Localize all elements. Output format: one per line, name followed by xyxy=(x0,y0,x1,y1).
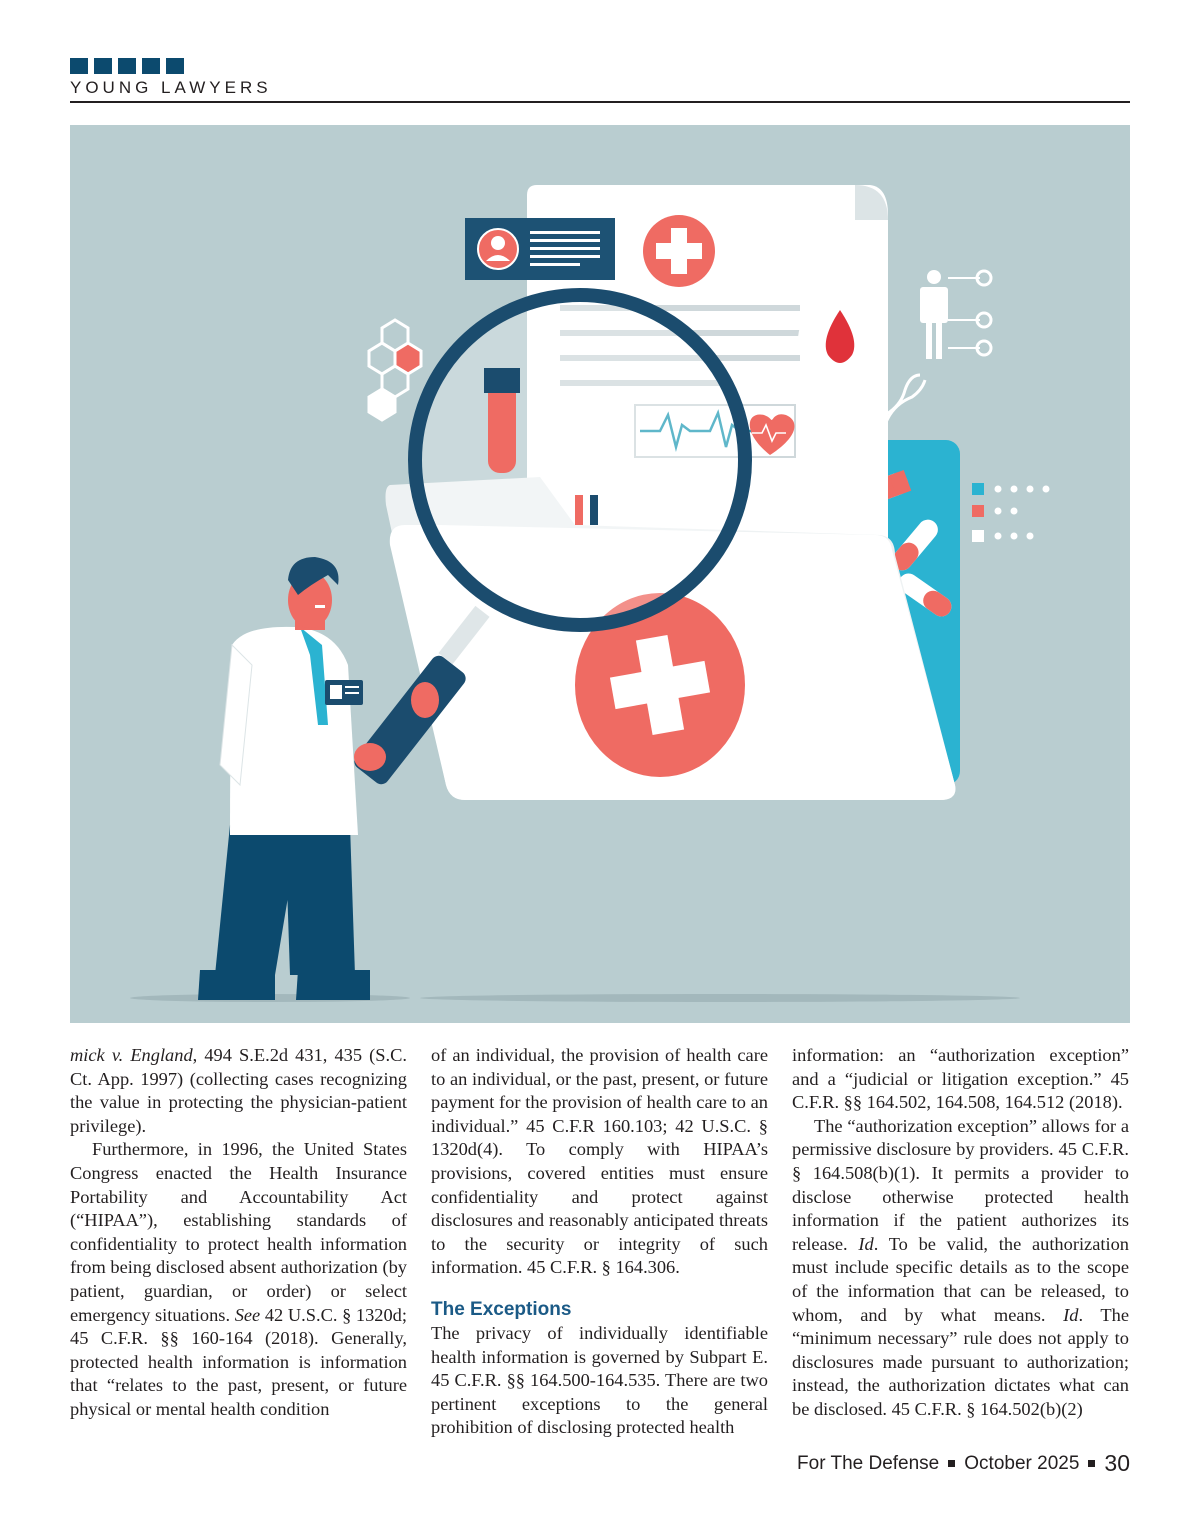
text-column-1 xyxy=(70,1044,407,1422)
text-column-2 xyxy=(431,1044,768,1440)
header-rule xyxy=(70,101,1130,103)
separator-square xyxy=(1088,1460,1095,1467)
publication-name: For The Defense xyxy=(797,1452,940,1474)
paragraph: Furthermore, in 1996, the United States Congress enacted the Health Insurance Portability and Accountability Act (“HIPAA”), establishing standards of confidentiality to protect health information from being disclosed absent authorization (by patient, guardian, or order) or select emergency situations. See 42 U.S.C. § 1320d; 45 C.F.R. §§ 160-164 (2018). Generally, protected health information is information that “relates to the past, present, or future physical or mental health condition xyxy=(70,1139,407,1419)
blood-drop-icon xyxy=(798,298,882,382)
paragraph: mick v. England, 494 S.E.2d 431, 435 (S.C. Ct. App. 1997) (collecting cases recognizing the value in protecting the physician-patient privilege). xyxy=(70,1045,407,1136)
page-number: 30 xyxy=(1104,1450,1130,1476)
paragraph: The “authorization exception” allows for a permissive disclosure by providers. 45 C.F.R. § 164.508(b)(1). It permits a provider to disclose otherwise protected health information if the patient authorizes its release. Id. To be valid, the authorization must include specific details as to the scope of the information that can be released, to whom, and by what means. Id. The “minimum necessary” rule does not apply to disclosures made pursuant to authorization; instead, the authorization dictates what can be disclosed. 45 C.F.R. § 164.502(b)(2) xyxy=(792,1115,1129,1419)
paragraph: information: an “authorization exception” and a “judicial or litigation exception.” 45 C.F.R. §§ 164.502, 164.508, 164.512 (2018). xyxy=(792,1045,1129,1113)
section-subheading: The Exceptions xyxy=(431,1298,572,1320)
issue-date: October 2025 xyxy=(964,1452,1080,1474)
page-header xyxy=(70,58,1130,103)
hero-illustration xyxy=(70,125,1130,1023)
text-column-3 xyxy=(792,1044,1129,1422)
medical-cross-icon xyxy=(643,215,715,287)
patient-id-card xyxy=(465,218,615,280)
page-footer xyxy=(797,1450,1130,1477)
paragraph: The privacy of individually identifiable health information is governed by Subpart E. 45 C.F.R. §§ 164.500-164.535. There are two pertinent exceptions to the general prohibition of disclosing protected health xyxy=(431,1322,768,1438)
floor-shadow xyxy=(420,994,1020,1002)
separator-square xyxy=(948,1460,955,1467)
paragraph: of an individual, the provision of health care to an individual, or the past, present, or future payment for the provision of health care to an individual.” 45 C.F.R 160.103; 42 U.S.C. § 1320d(4). To comply with HIPAA’s provisions, covered entities must ensure confidentiality and protect against disclosures and reasonably anticipated threats to the security or integrity of such information. 45 C.F.R. § 164.306. xyxy=(431,1045,768,1278)
case-name: mick v. England xyxy=(70,1045,193,1065)
header-squares-decoration xyxy=(70,58,1130,74)
section-label: YOUNG LAWYERS xyxy=(70,78,272,97)
